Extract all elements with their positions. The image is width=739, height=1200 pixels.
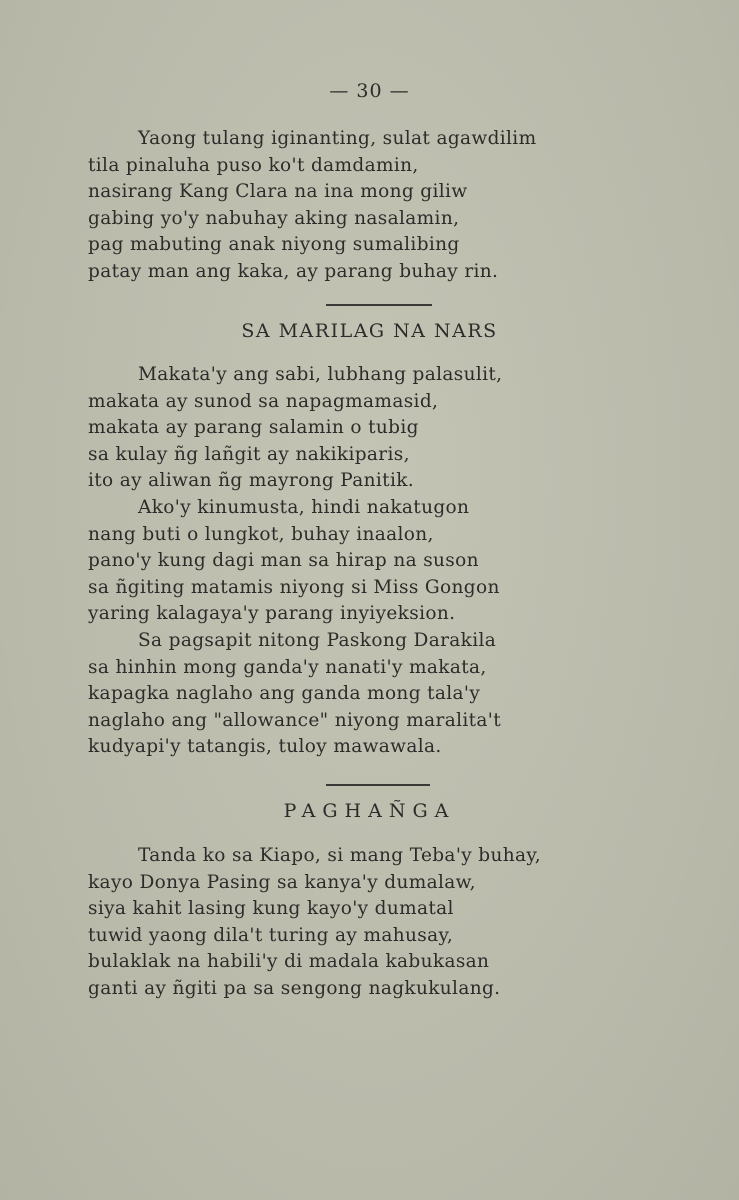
poem-line: Ako'y kinumusta, hindi nakatugon (138, 496, 470, 518)
poem-line: bulaklak na habili'y di madala kabukasan (88, 951, 490, 973)
poem-line: nang buti o lungkot, buhay inaalon, (88, 523, 434, 545)
poem-line: tuwid yaong dila't turing ay mahusay, (88, 924, 454, 946)
poem-continuation (88, 126, 648, 286)
poem-line: Tanda ko sa Kiapo, si mang Teba'y buhay, (138, 845, 541, 866)
poem-sa-marilag-na-nars (88, 362, 648, 761)
poem-line: makata ay parang salamin o tubig (88, 417, 419, 439)
poem-line: nasirang Kang Clara na ina mong giliw (88, 181, 468, 203)
poem-line: tila pinaluha puso ko't damdamin, (88, 154, 419, 176)
poem-line: sa kulay ñg lañgit ay nakikiparis, (88, 443, 410, 465)
poem-line: siya kahit lasing kung kayo'y dumatal (88, 898, 454, 920)
poem-paghanga (88, 843, 648, 1003)
poem-line: Sa pagsapit nitong Paskong Darakila (138, 629, 497, 651)
poem-line: ito ay aliwan ñg mayrong Panitik. (88, 470, 415, 492)
poem-line: sa ñgiting matamis niyong si Miss Gongon (88, 576, 500, 598)
poem-title: PAGHAÑGA (283, 800, 456, 822)
poem-line: makata ay sunod sa napagmamasid, (88, 390, 439, 412)
poem-line: gabing yo'y nabuhay aking nasalamin, (88, 207, 460, 229)
poem-line: pag mabuting anak niyong sumalibing (88, 234, 460, 256)
section-divider (326, 304, 432, 306)
poem-line: pano'y kung dagi man sa hirap na suson (88, 550, 479, 572)
poem-line: sa hinhin mong ganda'y nanati'y makata, (88, 656, 487, 678)
poem-line: Yaong tulang iginanting, sulat agawdilim (138, 128, 537, 149)
poem-line: naglaho ang "allowance" niyong maralita't (88, 709, 501, 731)
poem-line: ganti ay ñgiti pa sa sengong nagkukulang. (88, 977, 501, 999)
poem-line: Makata'y ang sabi, lubhang palasulit, (138, 364, 503, 385)
poem-line: yaring kalagaya'y parang inyiyeksion. (88, 603, 456, 625)
poem-title: SA MARILAG NA NARS (241, 320, 498, 342)
poem-line: kapagka naglaho ang ganda mong tala'y (88, 683, 481, 705)
poem-line: kayo Donya Pasing sa kanya'y dumalaw, (88, 871, 476, 893)
poem-line: patay man ang kaka, ay parang buhay rin. (88, 260, 499, 282)
page-number: — 30 — (329, 80, 410, 102)
section-divider (326, 784, 430, 786)
poem-line: kudyapi'y tatangis, tuloy mawawala. (88, 736, 442, 758)
